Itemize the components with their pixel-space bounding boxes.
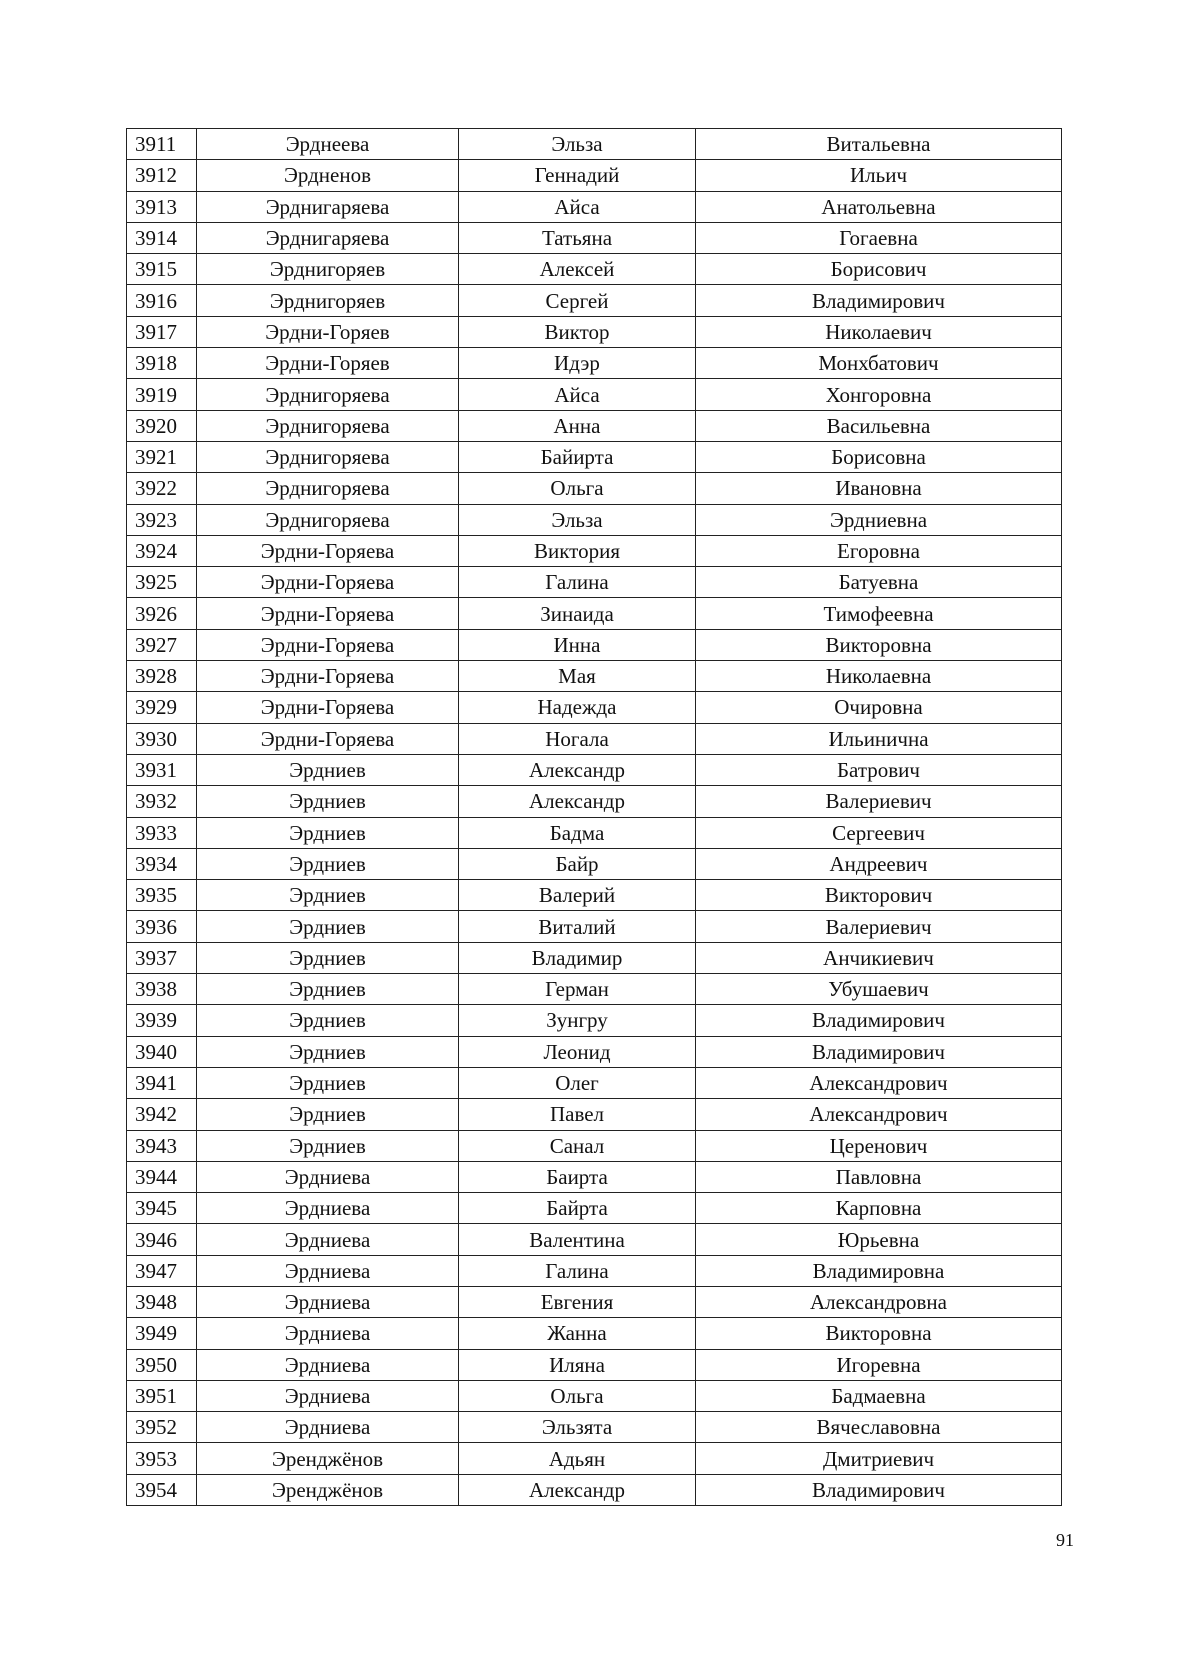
first-name-cell: Бадма — [459, 817, 696, 848]
page-number: 91 — [1056, 1530, 1074, 1550]
patronymic-cell: Церенович — [696, 1130, 1062, 1161]
row-number-cell: 3920 — [127, 410, 197, 441]
patronymic-cell: Владимирович — [696, 1036, 1062, 1067]
row-number-cell: 3925 — [127, 567, 197, 598]
table-row — [127, 1161, 1062, 1192]
table-row — [127, 1005, 1062, 1036]
first-name-cell: Виктория — [459, 535, 696, 566]
patronymic-cell: Николаевна — [696, 661, 1062, 692]
table-row — [127, 1099, 1062, 1130]
first-name-cell: Эльза — [459, 504, 696, 535]
row-number-cell: 3935 — [127, 880, 197, 911]
table-row — [127, 191, 1062, 222]
table-row — [127, 316, 1062, 347]
first-name-cell: Идэр — [459, 348, 696, 379]
last-name-cell: Эрднигоряева — [197, 504, 459, 535]
first-name-cell: Анна — [459, 410, 696, 441]
table-row — [127, 942, 1062, 973]
table-row — [127, 911, 1062, 942]
patronymic-cell: Эрдниевна — [696, 504, 1062, 535]
row-number-cell: 3919 — [127, 379, 197, 410]
last-name-cell: Эрдниева — [197, 1161, 459, 1192]
first-name-cell: Эльза — [459, 129, 696, 160]
first-name-cell: Байрта — [459, 1193, 696, 1224]
registry-body — [127, 129, 1062, 1506]
patronymic-cell: Александрович — [696, 1067, 1062, 1098]
last-name-cell: Эрдниева — [197, 1224, 459, 1255]
patronymic-cell: Викторовна — [696, 1318, 1062, 1349]
patronymic-cell: Вячеславовна — [696, 1412, 1062, 1443]
row-number-cell: 3944 — [127, 1161, 197, 1192]
last-name-cell: Эрдниев — [197, 817, 459, 848]
first-name-cell: Валентина — [459, 1224, 696, 1255]
first-name-cell: Зунгру — [459, 1005, 696, 1036]
row-number-cell: 3914 — [127, 222, 197, 253]
row-number-cell: 3926 — [127, 598, 197, 629]
table-row — [127, 129, 1062, 160]
table-row — [127, 1255, 1062, 1286]
table-row — [127, 723, 1062, 754]
row-number-cell: 3948 — [127, 1286, 197, 1317]
first-name-cell: Татьяна — [459, 222, 696, 253]
last-name-cell: Эрдниев — [197, 1005, 459, 1036]
row-number-cell: 3952 — [127, 1412, 197, 1443]
first-name-cell: Геннадий — [459, 160, 696, 191]
first-name-cell: Иляна — [459, 1349, 696, 1380]
table-row — [127, 410, 1062, 441]
row-number-cell: 3947 — [127, 1255, 197, 1286]
row-number-cell: 3943 — [127, 1130, 197, 1161]
last-name-cell: Эрдни-Горяева — [197, 598, 459, 629]
patronymic-cell: Батрович — [696, 754, 1062, 785]
patronymic-cell: Владимирович — [696, 1474, 1062, 1505]
last-name-cell: Эрднигоряева — [197, 473, 459, 504]
first-name-cell: Олег — [459, 1067, 696, 1098]
last-name-cell: Эрднигоряева — [197, 441, 459, 472]
last-name-cell: Эрдниев — [197, 942, 459, 973]
table-row — [127, 1443, 1062, 1474]
last-name-cell: Эрднигоряева — [197, 410, 459, 441]
patronymic-cell: Борисовна — [696, 441, 1062, 472]
last-name-cell: Эрдни-Горяева — [197, 723, 459, 754]
first-name-cell: Мая — [459, 661, 696, 692]
table-row — [127, 254, 1062, 285]
row-number-cell: 3940 — [127, 1036, 197, 1067]
table-row — [127, 222, 1062, 253]
row-number-cell: 3927 — [127, 629, 197, 660]
table-row — [127, 817, 1062, 848]
first-name-cell: Айса — [459, 379, 696, 410]
patronymic-cell: Ильинична — [696, 723, 1062, 754]
last-name-cell: Эрдниев — [197, 1130, 459, 1161]
patronymic-cell: Николаевич — [696, 316, 1062, 347]
row-number-cell: 3918 — [127, 348, 197, 379]
last-name-cell: Эрдниева — [197, 1255, 459, 1286]
table-row — [127, 692, 1062, 723]
first-name-cell: Алексей — [459, 254, 696, 285]
table-row — [127, 441, 1062, 472]
first-name-cell: Виталий — [459, 911, 696, 942]
row-number-cell: 3942 — [127, 1099, 197, 1130]
row-number-cell: 3928 — [127, 661, 197, 692]
last-name-cell: Эрднигоряев — [197, 254, 459, 285]
table-row — [127, 285, 1062, 316]
table-row — [127, 1349, 1062, 1380]
table-row — [127, 1193, 1062, 1224]
row-number-cell: 3951 — [127, 1380, 197, 1411]
table-row — [127, 1412, 1062, 1443]
row-number-cell: 3946 — [127, 1224, 197, 1255]
patronymic-cell: Андреевич — [696, 848, 1062, 879]
patronymic-cell: Валериевич — [696, 911, 1062, 942]
last-name-cell: Эрдниева — [197, 1286, 459, 1317]
first-name-cell: Санал — [459, 1130, 696, 1161]
patronymic-cell: Хонгоровна — [696, 379, 1062, 410]
patronymic-cell: Бадмаевна — [696, 1380, 1062, 1411]
table-row — [127, 473, 1062, 504]
first-name-cell: Евгения — [459, 1286, 696, 1317]
patronymic-cell: Борисович — [696, 254, 1062, 285]
last-name-cell: Эрдниев — [197, 754, 459, 785]
first-name-cell: Галина — [459, 1255, 696, 1286]
last-name-cell: Эрдниев — [197, 1067, 459, 1098]
patronymic-cell: Анатольевна — [696, 191, 1062, 222]
table-row — [127, 598, 1062, 629]
patronymic-cell: Очировна — [696, 692, 1062, 723]
table-row — [127, 1224, 1062, 1255]
last-name-cell: Эрдниева — [197, 1349, 459, 1380]
last-name-cell: Эрдни-Горяева — [197, 692, 459, 723]
first-name-cell: Александр — [459, 786, 696, 817]
name-registry-table — [126, 128, 1062, 1506]
patronymic-cell: Викторовна — [696, 629, 1062, 660]
row-number-cell: 3917 — [127, 316, 197, 347]
table-row — [127, 848, 1062, 879]
table-row — [127, 1380, 1062, 1411]
row-number-cell: 3953 — [127, 1443, 197, 1474]
row-number-cell: 3912 — [127, 160, 197, 191]
table-row — [127, 160, 1062, 191]
last-name-cell: Эрдниев — [197, 911, 459, 942]
patronymic-cell: Владимирович — [696, 285, 1062, 316]
patronymic-cell: Монхбатович — [696, 348, 1062, 379]
last-name-cell: Эрдненов — [197, 160, 459, 191]
table-row — [127, 348, 1062, 379]
patronymic-cell: Ильич — [696, 160, 1062, 191]
row-number-cell: 3954 — [127, 1474, 197, 1505]
patronymic-cell: Юрьевна — [696, 1224, 1062, 1255]
last-name-cell: Эрдниев — [197, 786, 459, 817]
first-name-cell: Леонид — [459, 1036, 696, 1067]
last-name-cell: Эрдниева — [197, 1412, 459, 1443]
row-number-cell: 3930 — [127, 723, 197, 754]
table-row — [127, 786, 1062, 817]
last-name-cell: Эрдни-Горяев — [197, 348, 459, 379]
last-name-cell: Эрднигоряева — [197, 379, 459, 410]
table-row — [127, 1318, 1062, 1349]
first-name-cell: Байр — [459, 848, 696, 879]
patronymic-cell: Тимофеевна — [696, 598, 1062, 629]
patronymic-cell: Валериевич — [696, 786, 1062, 817]
patronymic-cell: Викторович — [696, 880, 1062, 911]
last-name-cell: Эрдниев — [197, 1036, 459, 1067]
table-row — [127, 1286, 1062, 1317]
first-name-cell: Александр — [459, 1474, 696, 1505]
last-name-cell: Эрдниев — [197, 974, 459, 1005]
patronymic-cell: Александрович — [696, 1099, 1062, 1130]
table-row — [127, 661, 1062, 692]
row-number-cell: 3913 — [127, 191, 197, 222]
first-name-cell: Баирта — [459, 1161, 696, 1192]
first-name-cell: Ольга — [459, 1380, 696, 1411]
last-name-cell: Эрдниев — [197, 848, 459, 879]
row-number-cell: 3934 — [127, 848, 197, 879]
row-number-cell: 3922 — [127, 473, 197, 504]
row-number-cell: 3950 — [127, 1349, 197, 1380]
row-number-cell: 3911 — [127, 129, 197, 160]
last-name-cell: Эрдни-Горяева — [197, 535, 459, 566]
first-name-cell: Владимир — [459, 942, 696, 973]
patronymic-cell: Убушаевич — [696, 974, 1062, 1005]
row-number-cell: 3937 — [127, 942, 197, 973]
patronymic-cell: Васильевна — [696, 410, 1062, 441]
first-name-cell: Герман — [459, 974, 696, 1005]
patronymic-cell: Александровна — [696, 1286, 1062, 1317]
last-name-cell: Эрдни-Горяев — [197, 316, 459, 347]
patronymic-cell: Анчикиевич — [696, 942, 1062, 973]
last-name-cell: Эрднеева — [197, 129, 459, 160]
patronymic-cell: Владимировна — [696, 1255, 1062, 1286]
patronymic-cell: Павловна — [696, 1161, 1062, 1192]
patronymic-cell: Владимирович — [696, 1005, 1062, 1036]
last-name-cell: Эрдни-Горяева — [197, 567, 459, 598]
patronymic-cell: Сергеевич — [696, 817, 1062, 848]
first-name-cell: Павел — [459, 1099, 696, 1130]
row-number-cell: 3949 — [127, 1318, 197, 1349]
row-number-cell: 3939 — [127, 1005, 197, 1036]
last-name-cell: Эренджёнов — [197, 1443, 459, 1474]
row-number-cell: 3916 — [127, 285, 197, 316]
row-number-cell: 3924 — [127, 535, 197, 566]
last-name-cell: Эрдниев — [197, 880, 459, 911]
table-row — [127, 504, 1062, 535]
first-name-cell: Адьян — [459, 1443, 696, 1474]
first-name-cell: Жанна — [459, 1318, 696, 1349]
first-name-cell: Александр — [459, 754, 696, 785]
table-row — [127, 379, 1062, 410]
table-row — [127, 1036, 1062, 1067]
row-number-cell: 3931 — [127, 754, 197, 785]
table-row — [127, 1474, 1062, 1505]
row-number-cell: 3932 — [127, 786, 197, 817]
table-row — [127, 1067, 1062, 1098]
table-row — [127, 974, 1062, 1005]
row-number-cell: 3938 — [127, 974, 197, 1005]
first-name-cell: Виктор — [459, 316, 696, 347]
last-name-cell: Эрднигоряев — [197, 285, 459, 316]
patronymic-cell: Витальевна — [696, 129, 1062, 160]
patronymic-cell: Егоровна — [696, 535, 1062, 566]
last-name-cell: Эрднигаряева — [197, 191, 459, 222]
first-name-cell: Зинаида — [459, 598, 696, 629]
row-number-cell: 3915 — [127, 254, 197, 285]
table-row — [127, 629, 1062, 660]
table-row — [127, 1130, 1062, 1161]
last-name-cell: Эрдниев — [197, 1099, 459, 1130]
first-name-cell: Галина — [459, 567, 696, 598]
table-row — [127, 880, 1062, 911]
last-name-cell: Эрдниева — [197, 1193, 459, 1224]
first-name-cell: Сергей — [459, 285, 696, 316]
row-number-cell: 3945 — [127, 1193, 197, 1224]
last-name-cell: Эренджёнов — [197, 1474, 459, 1505]
first-name-cell: Инна — [459, 629, 696, 660]
patronymic-cell: Гогаевна — [696, 222, 1062, 253]
last-name-cell: Эрдни-Горяева — [197, 661, 459, 692]
patronymic-cell: Карповна — [696, 1193, 1062, 1224]
row-number-cell: 3936 — [127, 911, 197, 942]
first-name-cell: Ногала — [459, 723, 696, 754]
row-number-cell: 3933 — [127, 817, 197, 848]
last-name-cell: Эрднигаряева — [197, 222, 459, 253]
table-row — [127, 754, 1062, 785]
last-name-cell: Эрдни-Горяева — [197, 629, 459, 660]
row-number-cell: 3923 — [127, 504, 197, 535]
first-name-cell: Валерий — [459, 880, 696, 911]
table-row — [127, 567, 1062, 598]
row-number-cell: 3929 — [127, 692, 197, 723]
last-name-cell: Эрдниева — [197, 1380, 459, 1411]
patronymic-cell: Игоревна — [696, 1349, 1062, 1380]
patronymic-cell: Дмитриевич — [696, 1443, 1062, 1474]
first-name-cell: Надежда — [459, 692, 696, 723]
first-name-cell: Байирта — [459, 441, 696, 472]
row-number-cell: 3941 — [127, 1067, 197, 1098]
last-name-cell: Эрдниева — [197, 1318, 459, 1349]
table-row — [127, 535, 1062, 566]
first-name-cell: Ольга — [459, 473, 696, 504]
first-name-cell: Айса — [459, 191, 696, 222]
patronymic-cell: Батуевна — [696, 567, 1062, 598]
row-number-cell: 3921 — [127, 441, 197, 472]
patronymic-cell: Ивановна — [696, 473, 1062, 504]
first-name-cell: Эльзята — [459, 1412, 696, 1443]
